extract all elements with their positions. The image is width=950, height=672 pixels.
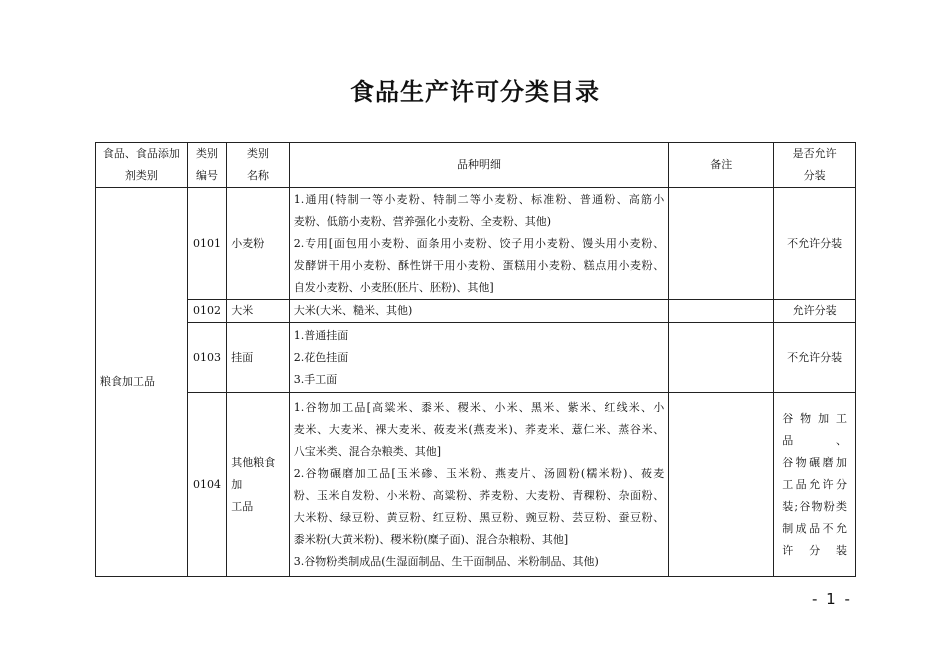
table-row [96,323,856,393]
name-line: 工品 [231,499,254,513]
packaging-cell [774,393,856,577]
page-number: - 1 - [812,590,852,608]
packaging-line: 不允许分装 [787,236,843,250]
header-detail [289,143,668,188]
detail-line: 3.谷物粉类制成品(生湿面制品、生干面制品、米粉制品、其他) [293,554,599,568]
packaging-line: 工品允许分 [782,477,847,491]
header-packaging-line-1: 是否允许 [792,147,837,160]
packaging-cell [774,300,856,323]
name-line: 小麦粉 [231,236,265,250]
table-row [96,188,856,300]
packaging-line: 允许分装 [792,304,837,317]
header-row [96,143,856,188]
name-cell [227,300,290,323]
detail-line: 大米粉、绿豆粉、黄豆粉、红豆粉、黑豆粉、豌豆粉、芸豆粉、蚕豆粉、 [293,510,665,524]
detail-line: 麦米、大麦米、裸大麦米、莜麦米(燕麦米)、荞麦米、薏仁米、蒸谷米、 [293,422,665,436]
header-name-line-2: 名称 [246,169,269,182]
table-row [96,393,856,577]
detail-line: 大米(大米、糙米、其他) [293,304,413,317]
table-body [96,188,856,577]
header-packaging [774,143,856,188]
code-cell: 0102 [187,300,226,323]
detail-line: 1.谷物加工品[高粱米、黍米、稷米、小米、黑米、紫米、红线米、小 [293,400,665,414]
packaging-line: 制成品不允 [782,521,847,535]
note-cell [669,393,774,577]
header-code-line-2: 编号 [196,169,219,182]
detail-line: 2.谷物碾磨加工品[玉米碜、玉米粉、燕麦片、汤圆粉(糯米粉)、莜麦 [293,466,665,480]
header-code-line-1: 类别 [196,147,219,160]
detail-line: 粉、玉米自发粉、小米粉、高粱粉、荞麦粉、大麦粉、青稞粉、杂面粉、 [293,488,665,502]
header-packaging-line-2: 分装 [803,169,826,182]
packaging-cell [774,188,856,300]
code-cell: 0101 [187,188,226,300]
header-detail-line-1: 品种明细 [457,158,501,171]
header-name-line-1: 类别 [246,147,269,160]
packaging-line: 装;谷物粉类 [782,499,847,513]
detail-line: 麦粉、低筋小麦粉、营养强化小麦粉、全麦粉、其他) [293,214,552,228]
note-cell [669,323,774,393]
detail-cell [289,393,668,577]
detail-cell [289,188,668,300]
header-note [669,143,774,188]
detail-line: 发酵饼干用小麦粉、酥性饼干用小麦粉、蛋糕用小麦粉、糕点用小麦粉、 [293,258,665,272]
detail-line: 2.专用[面包用小麦粉、面条用小麦粉、饺子用小麦粉、馒头用小麦粉、 [293,236,665,250]
code-cell: 0103 [187,323,226,393]
header-category [96,143,188,188]
name-cell [227,393,290,577]
packaging-line: 不允许分装 [787,350,843,364]
detail-cell [289,323,668,393]
group-cell: 粮食加工品 [96,188,188,577]
document-title: 食品生产许可分类目录 [350,78,600,106]
detail-line: 八宝米类、混合杂粮类、其他] [293,444,442,458]
detail-line: 1.普通挂面 [293,328,349,342]
detail-line: 1.通用(特制一等小麦粉、特制二等小麦粉、标准粉、普通粉、高筋小 [293,192,665,206]
detail-line: 黍米粉(大黄米粉)、稷米粉(糜子面)、混合杂粮粉、其他] [293,532,569,546]
name-line: 其他粮食加 [231,455,276,491]
name-line: 挂面 [231,350,254,364]
header-name [227,143,290,188]
header-code [187,143,226,188]
detail-line: 自发小麦粉、小麦胚(胚片、胚粉)、其他] [293,280,494,294]
header-note-line-1: 备注 [710,158,733,171]
catalog-table [95,142,856,577]
name-cell [227,323,290,393]
packaging-line: 谷物碾磨加 [782,455,847,469]
table-row [96,300,856,323]
packaging-line: 许分装 [782,543,847,557]
detail-cell [289,300,668,323]
name-line: 大米 [231,304,254,317]
code-cell: 0104 [187,393,226,577]
packaging-cell [774,323,856,393]
table-header [96,143,856,188]
note-cell [669,300,774,323]
packaging-line: 谷物加工品、 [782,411,847,447]
note-cell [669,188,774,300]
header-category-line-1: 食品、食品添加 [102,147,180,160]
header-category-line-2: 剂类别 [124,169,158,182]
detail-line: 2.花色挂面 [293,350,349,364]
detail-line: 3.手工面 [293,372,338,386]
name-cell [227,188,290,300]
